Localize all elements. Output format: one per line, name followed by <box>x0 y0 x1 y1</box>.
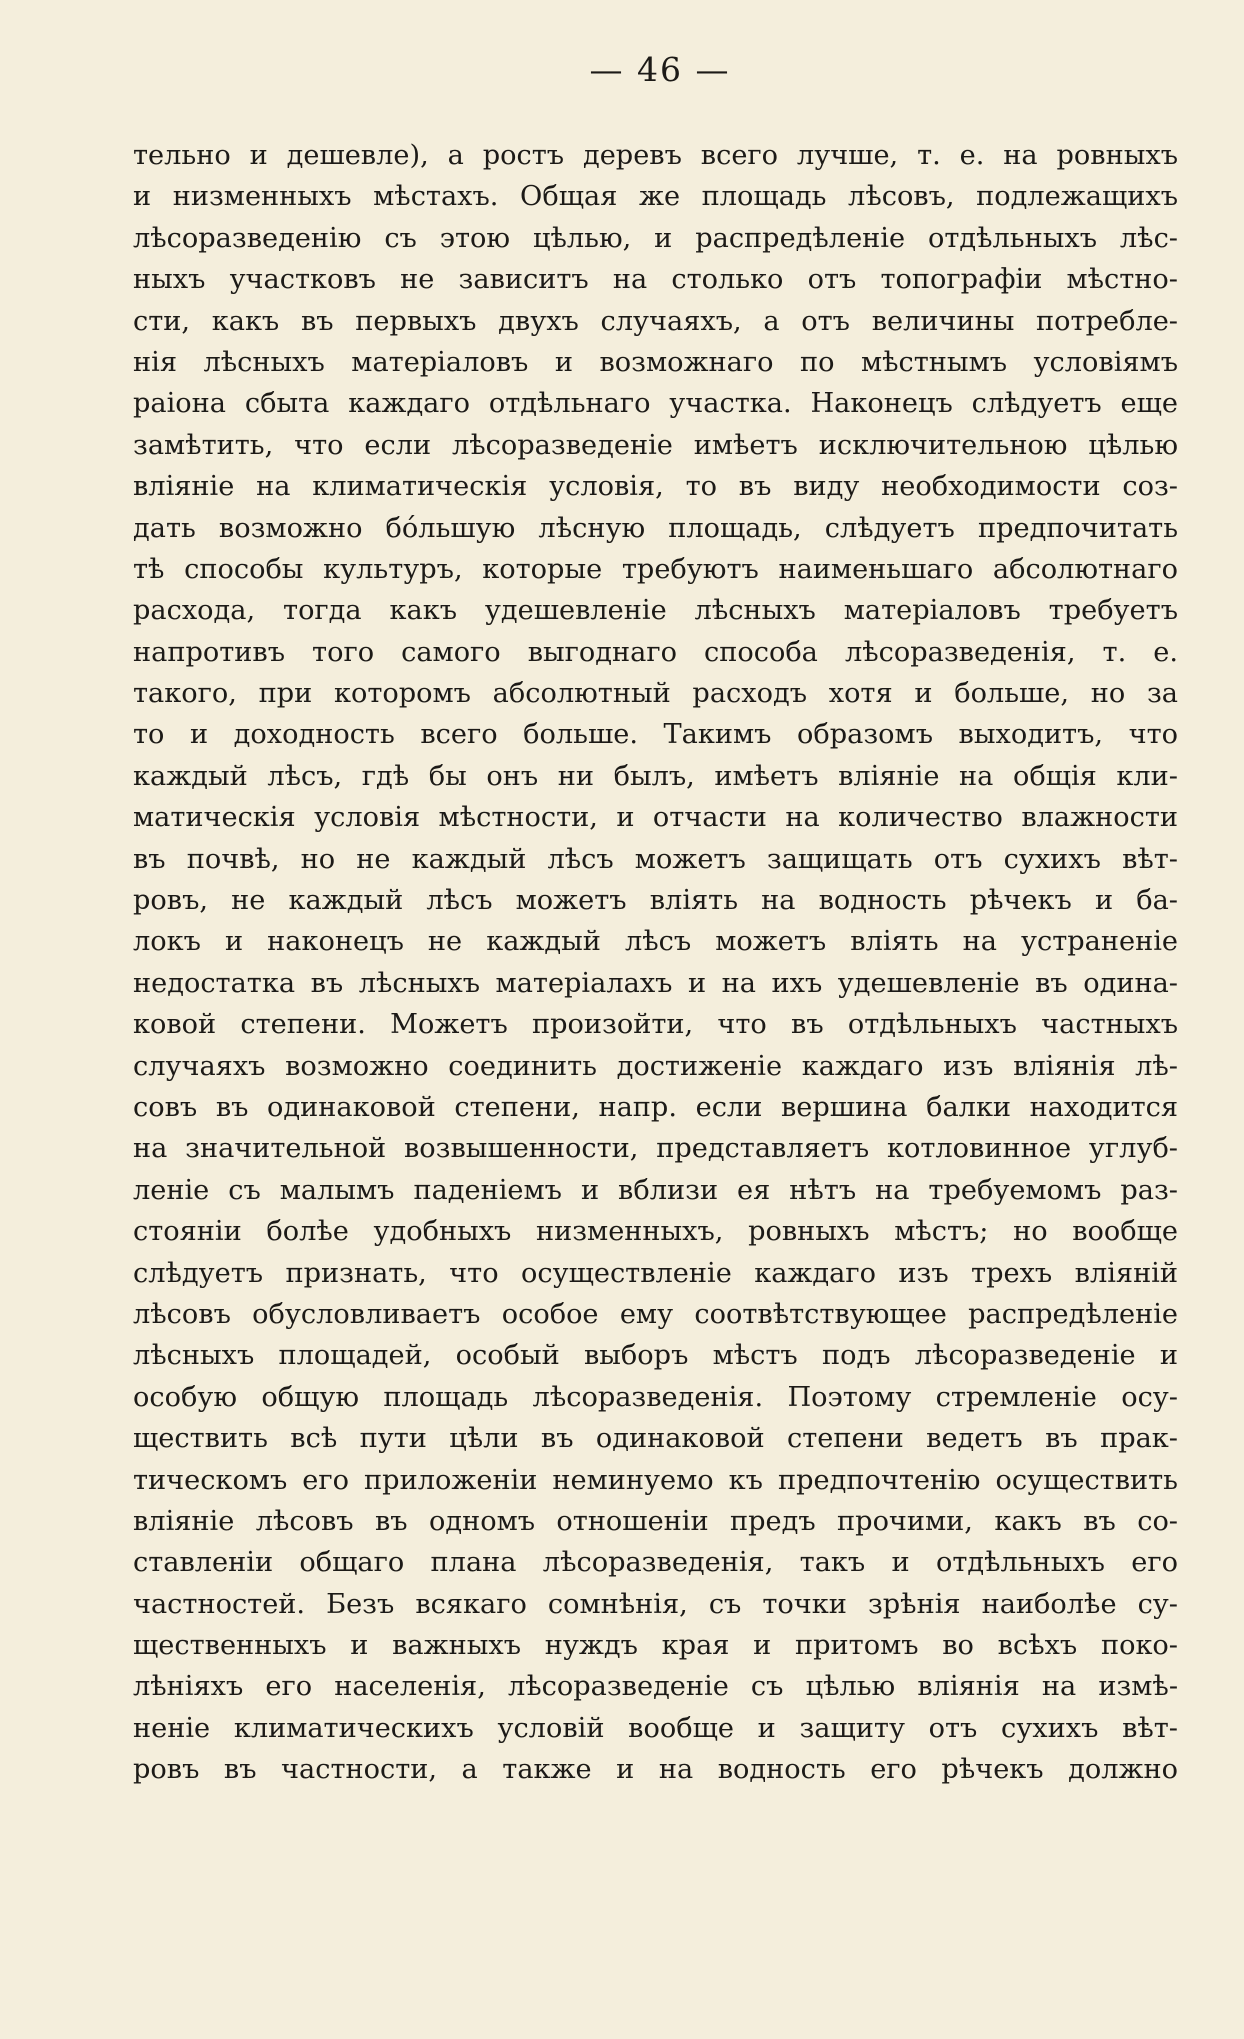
text-line: замѣтить, что если лѣсоразведеніе имѣетъ исключительною цѣлью <box>133 429 1178 461</box>
text-line: случаяхъ возможно соединить достиженіе каждаго изъ вліянія лѣ- <box>133 1050 1178 1082</box>
text-line: совъ въ одинаковой степени, напр. если вершина балки находится <box>133 1091 1178 1123</box>
text-line: неніе климатическихъ условій вообще и защиту отъ сухихъ вѣт- <box>133 1712 1178 1744</box>
text-line: матическія условія мѣстности, и отчасти на количество влажности <box>133 802 1178 834</box>
text-line: тѣ способы культуръ, которые требуютъ наименьшаго абсолютнаго <box>133 553 1178 585</box>
text-line: стояніи болѣе удобныхъ низменныхъ, ровныхъ мѣстъ; но вообще <box>133 1216 1178 1248</box>
text-line: тическомъ его приложеніи неминуемо къ предпочтенію осуществить <box>133 1464 1178 1496</box>
text-line: на значительной возвышенности, представляетъ котловинное углуб- <box>133 1133 1178 1165</box>
text-line: ровъ, не каждый лѣсъ можетъ вліять на водность рѣчекъ и ба- <box>133 885 1178 917</box>
text-line: лѣсоразведенію съ этою цѣлью, и распредѣленіе отдѣльныхъ лѣс- <box>133 222 1178 254</box>
text-line: ровъ въ частности, а также и на водность его рѣчекъ должно <box>133 1754 1178 1786</box>
body-text <box>133 135 1178 1791</box>
text-line: вліяніе лѣсовъ въ одномъ отношеніи предъ прочими, какъ въ со- <box>133 1505 1178 1537</box>
text-line: лѣніяхъ его населенія, лѣсоразведеніе съ цѣлью вліянія на измѣ- <box>133 1671 1178 1703</box>
text-line: особую общую площадь лѣсоразведенія. Поэтому стремленіе осу- <box>133 1381 1178 1413</box>
text-line: лѣсныхъ площадей, особый выборъ мѣстъ подъ лѣсоразведеніе и <box>133 1340 1178 1372</box>
text-line: ковой степени. Можетъ произойти, что въ отдѣльныхъ частныхъ <box>133 1009 1178 1041</box>
text-line: сти, какъ въ первыхъ двухъ случаяхъ, а отъ величины потребле- <box>133 305 1178 337</box>
text-line: локъ и наконецъ не каждый лѣсъ можетъ вліять на устраненіе <box>133 926 1178 958</box>
text-line: лѣсовъ обусловливаетъ особое ему соотвѣтствующее распредѣленіе <box>133 1298 1178 1330</box>
text-line: и низменныхъ мѣстахъ. Общая же площадь лѣсовъ, подлежащихъ <box>133 181 1178 213</box>
text-line: въ почвѣ, но не каждый лѣсъ можетъ защищать отъ сухихъ вѣт- <box>133 843 1178 875</box>
text-line: расхода, тогда какъ удешевленіе лѣсныхъ матеріаловъ требуетъ <box>133 595 1178 627</box>
text-line: щественныхъ и важныхъ нуждъ края и притомъ во всѣхъ поко- <box>133 1630 1178 1662</box>
text-line: вліяніе на климатическія условія, то въ виду необходимости соз- <box>133 471 1178 503</box>
text-line: тельно и дешевле), а ростъ деревъ всего лучше, т. е. на ровныхъ <box>133 140 1178 171</box>
text-line: недостатка въ лѣсныхъ матеріалахъ и на ихъ удешевленіе въ одина- <box>133 967 1178 999</box>
text-line: слѣдуетъ признать, что осуществленіе каждаго изъ трехъ вліяній <box>133 1257 1178 1289</box>
text-line: такого, при которомъ абсолютный расходъ хотя и больше, но за <box>133 678 1178 710</box>
text-line: раіона сбыта каждаго отдѣльнаго участка. Наконецъ слѣдуетъ еще <box>133 388 1178 420</box>
text-line: ществить всѣ пути цѣли въ одинаковой степени ведетъ въ прак- <box>133 1423 1178 1455</box>
text-line: ставленіи общаго плана лѣсоразведенія, такъ и отдѣльныхъ его <box>133 1547 1178 1579</box>
text-line: частностей. Безъ всякаго сомнѣнія, съ точки зрѣнія наиболѣе су- <box>133 1588 1178 1620</box>
text-line: дать возможно бо́льшую лѣсную площадь, слѣдуетъ предпочитать <box>133 512 1178 544</box>
page-number: — 46 — <box>589 50 731 89</box>
text-line: то и доходность всего больше. Такимъ образомъ выходитъ, что <box>133 719 1178 751</box>
text-line: нія лѣсныхъ матеріаловъ и возможнаго по мѣстнымъ условіямъ <box>133 346 1178 378</box>
text-line: ныхъ участковъ не зависитъ на столько отъ топографіи мѣстно- <box>133 264 1178 296</box>
text-line: каждый лѣсъ, гдѣ бы онъ ни былъ, имѣетъ вліяніе на общія кли- <box>133 760 1178 792</box>
text-line: леніе съ малымъ паденіемъ и вблизи ея нѣтъ на требуемомъ раз- <box>133 1174 1178 1206</box>
text-line: напротивъ того самого выгоднаго способа лѣсоразведенія, т. е. <box>133 636 1178 668</box>
